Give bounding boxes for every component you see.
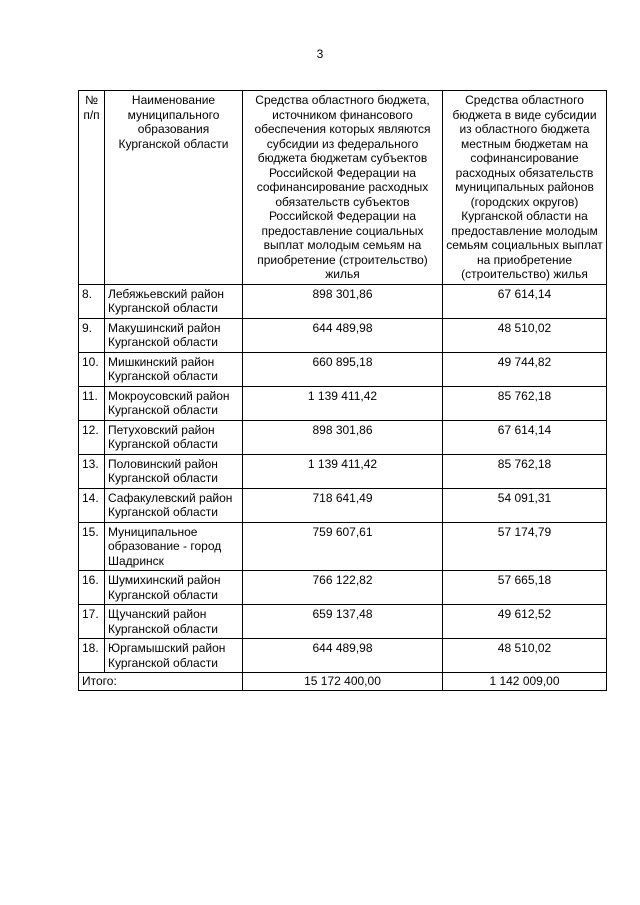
row-number: 10.: [79, 352, 105, 386]
row-number: 18.: [79, 639, 105, 673]
row-regional-value: 85 762,18: [443, 454, 607, 488]
row-number: 17.: [79, 605, 105, 639]
row-number: 15.: [79, 522, 105, 571]
row-federal-value: 1 139 411,42: [243, 386, 443, 420]
row-regional-value: 57 174,79: [443, 522, 607, 571]
header-regional-funds: Средства областного бюджета в виде субсидии из областного бюджета местным бюджетам на софинансирование расходных обязательств муниципальных районов (городских округов) Курганской области на предоставление молодым семьям социальных выплат на приобретение (строительство) жилья: [443, 91, 607, 285]
table-row: [79, 420, 607, 454]
row-number: 13.: [79, 454, 105, 488]
table-row: [79, 571, 607, 605]
row-number: 14.: [79, 488, 105, 522]
row-regional-value: 48 510,02: [443, 318, 607, 352]
table-row: [79, 454, 607, 488]
row-federal-value: 759 607,61: [243, 522, 443, 571]
row-municipality: Щучанский район Курганской области: [105, 605, 243, 639]
row-number: 16.: [79, 571, 105, 605]
row-federal-value: 644 489,98: [243, 639, 443, 673]
row-federal-value: 718 641,49: [243, 488, 443, 522]
header-federal-funds: Средства областного бюджета, источником финансового обеспечения которых являются субсидии из федерального бюджета бюджетам субъектов Российской Федерации на софинансирование расходных обязательств субъектов Российской Федерации на предоставление социальных выплат молодым семьям на приобретение (строительство) жилья: [243, 91, 443, 285]
row-regional-value: 85 762,18: [443, 386, 607, 420]
table-row: [79, 386, 607, 420]
row-municipality: Юргамышский район Курганской области: [105, 639, 243, 673]
row-number: 11.: [79, 386, 105, 420]
total-row: [79, 673, 607, 691]
row-regional-value: 67 614,14: [443, 284, 607, 318]
row-federal-value: 660 895,18: [243, 352, 443, 386]
row-municipality: Мишкинский район Курганской области: [105, 352, 243, 386]
header-number: № п/п: [79, 91, 105, 285]
row-federal-value: 766 122,82: [243, 571, 443, 605]
table-row: [79, 488, 607, 522]
row-federal-value: 898 301,86: [243, 284, 443, 318]
subsidy-table: [78, 90, 607, 691]
table-body: [79, 284, 607, 690]
page-number: 3: [316, 47, 324, 61]
row-federal-value: 644 489,98: [243, 318, 443, 352]
row-municipality: Мокроусовский район Курганской области: [105, 386, 243, 420]
total-federal-value: 15 172 400,00: [243, 673, 443, 691]
row-municipality: Муниципальное образование - город Шадринск: [105, 522, 243, 571]
row-municipality: Макушинский район Курганской области: [105, 318, 243, 352]
row-municipality: Сафакулевский район Курганской области: [105, 488, 243, 522]
row-federal-value: 898 301,86: [243, 420, 443, 454]
table-row: [79, 318, 607, 352]
row-regional-value: 49 744,82: [443, 352, 607, 386]
row-municipality: Шумихинский район Курганской области: [105, 571, 243, 605]
row-federal-value: 659 137,48: [243, 605, 443, 639]
table-row: [79, 522, 607, 571]
header-municipality: Наименование муниципального образования Курганской области: [105, 91, 243, 285]
row-number: 12.: [79, 420, 105, 454]
row-regional-value: 48 510,02: [443, 639, 607, 673]
row-municipality: Половинский район Курганской области: [105, 454, 243, 488]
row-regional-value: 57 665,18: [443, 571, 607, 605]
row-number: 9.: [79, 318, 105, 352]
table-row: [79, 284, 607, 318]
table-row: [79, 639, 607, 673]
row-regional-value: 49 612,52: [443, 605, 607, 639]
table-row: [79, 352, 607, 386]
row-regional-value: 54 091,31: [443, 488, 607, 522]
row-federal-value: 1 139 411,42: [243, 454, 443, 488]
table-header-row: [79, 91, 607, 285]
row-regional-value: 67 614,14: [443, 420, 607, 454]
total-label: Итого:: [79, 673, 243, 691]
row-number: 8.: [79, 284, 105, 318]
row-municipality: Лебяжьевский район Курганской области: [105, 284, 243, 318]
total-regional-value: 1 142 009,00: [443, 673, 607, 691]
table-row: [79, 605, 607, 639]
row-municipality: Петуховский район Курганской области: [105, 420, 243, 454]
